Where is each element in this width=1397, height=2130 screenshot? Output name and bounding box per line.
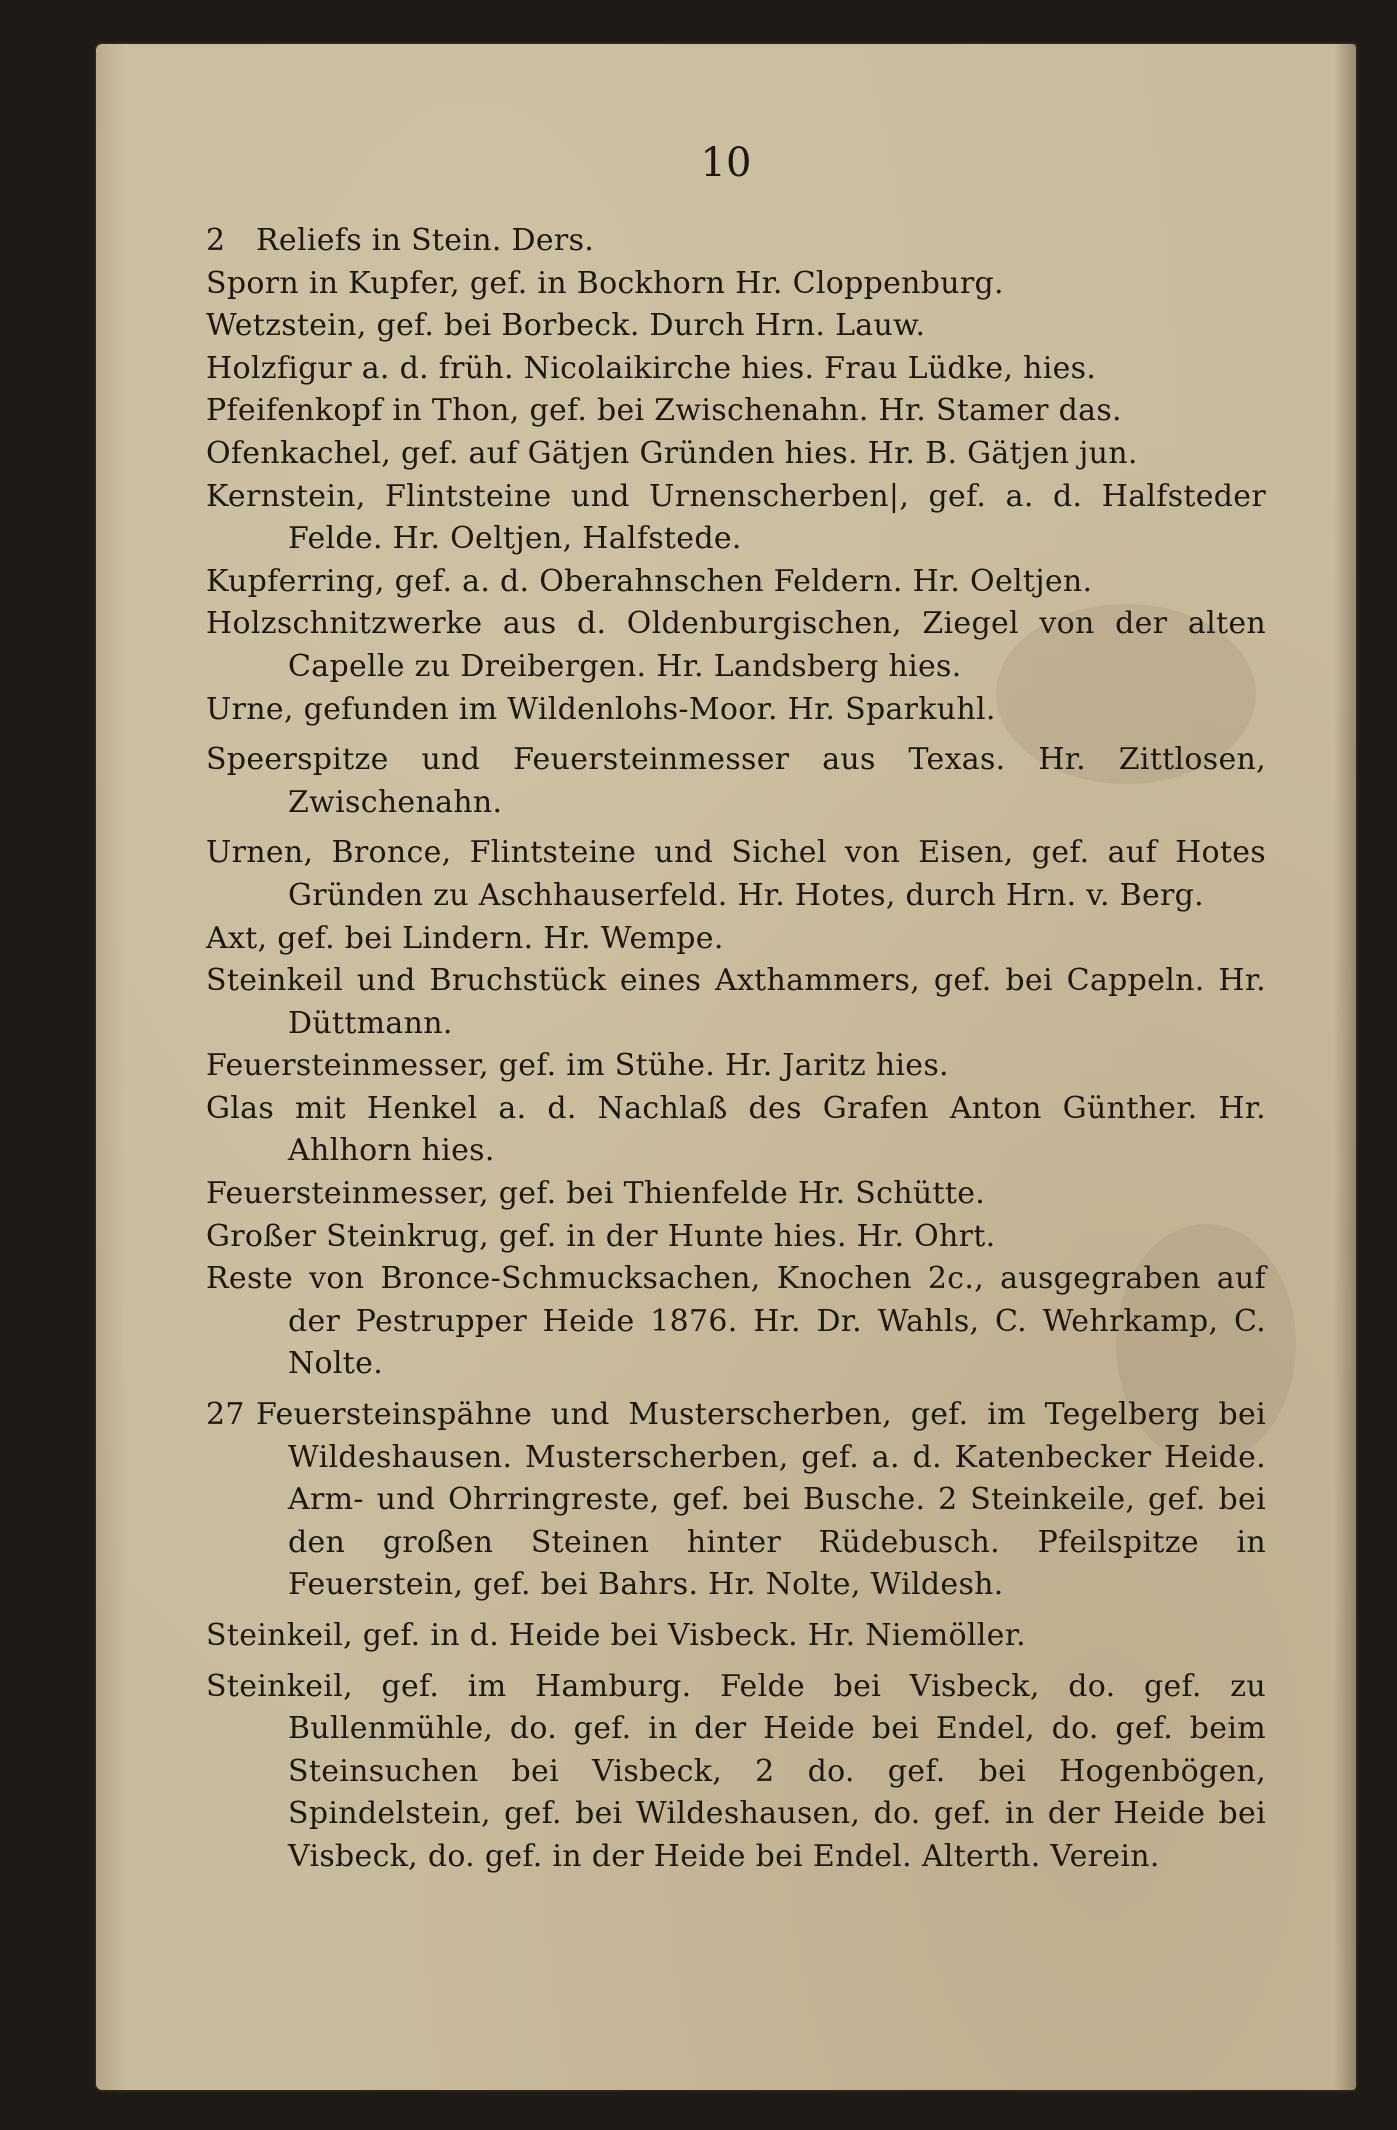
entry-text: Steinkeil, gef. im Hamburg. Felde bei Visbeck, do. gef. zu Bullenmühle, do. gef. in der Heide bei Endel, do. gef. beim Steinsuchen bei Visbeck, 2 do. gef. bei Hogenbögen, Spindelstein, gef. bei Wildeshausen, do. gef. in der Heide bei Visbeck, do. gef. in der Heide bei Endel. Alterth. Verein. [206, 1668, 1266, 1874]
entry-text: Pfeifenkopf in Thon, gef. bei Zwischenahn. Hr. Stamer das. [206, 393, 1122, 429]
entry-text: Holzschnitzwerke aus d. Oldenburgischen, Ziegel von der alten Capelle zu Dreibergen. Hr. Landsberg hies. [206, 606, 1266, 684]
entry-text: Kupferring, gef. a. d. Oberahnschen Feldern. Hr. Oeltjen. [206, 563, 1093, 599]
page-number: 10 [700, 140, 752, 186]
catalog-entry [206, 1615, 1266, 1658]
entry-text: Ofenkachel, gef. auf Gätjen Gründen hies. Hr. B. Gätjen jun. [206, 435, 1138, 471]
entry-text: Speerspitze und Feuersteinmesser aus Texas. Hr. Zittlosen, Zwischenahn. [206, 742, 1266, 820]
book-page [96, 44, 1356, 2090]
catalog-entry [206, 1258, 1266, 1386]
catalog-entry-list [206, 220, 1266, 1879]
catalog-entry [206, 918, 1266, 961]
catalog-entry [206, 263, 1266, 306]
entry-text: Feuersteinspähne und Musterscherben, gef. im Tegelberg bei Wildeshausen. Musterscherben, gef. a. d. Katenbecker Heide. Arm- und Ohrringreste, gef. bei Busche. 2 Steinkeile, gef. bei den großen Steinen hinter Rüdebusch. Pfeilspitze in Feuerstein, gef. bei Bahrs. Hr. Nolte, Wildesh. [256, 1397, 1266, 1603]
catalog-entry [206, 348, 1266, 391]
entry-text: Glas mit Henkel a. d. Nachlaß des Grafen Anton Günther. Hr. Ahlhorn hies. [206, 1090, 1266, 1169]
entry-text: Sporn in Kupfer, gef. in Bockhorn Hr. Cloppenburg. [206, 265, 1004, 301]
entry-text: Reste von Bronce-Schmucksachen, Knochen 2c., ausgegraben auf der Pestrupper Heide 1876. Hr. Dr. Wahls, C. Wehrkamp, C. Nolte. [206, 1261, 1266, 1382]
catalog-entry [206, 603, 1266, 688]
catalog-entry [206, 1216, 1266, 1259]
catalog-entry [206, 1394, 1266, 1607]
catalog-entry [206, 1045, 1266, 1088]
catalog-entry [206, 476, 1266, 561]
entry-text: Holzfigur a. d. früh. Nicolaikirche hies. Frau Lüdke, hies. [206, 350, 1097, 386]
catalog-entry [206, 1088, 1266, 1173]
entry-text: Reliefs in Stein. Ders. [256, 223, 595, 258]
entry-count: 2 [206, 223, 226, 258]
page-fold-shadow [1334, 44, 1356, 2090]
catalog-entry [206, 1173, 1266, 1216]
entry-text: Steinkeil und Bruchstück eines Axthammers, gef. bei Cappeln. Hr. Düttmann. [206, 963, 1266, 1041]
entry-text: Urne, gefunden im Wildenlohs-Moor. Hr. Sparkuhl. [206, 691, 996, 727]
entry-text: Axt, gef. bei Lindern. Hr. Wempe. [206, 920, 724, 956]
entry-text: Steinkeil, gef. in d. Heide bei Visbeck. Hr. Niemöller. [206, 1618, 1026, 1653]
catalog-entry [206, 689, 1266, 732]
catalog-entry [206, 960, 1266, 1045]
catalog-entry [206, 305, 1266, 348]
entry-text: Wetzstein, gef. bei Borbeck. Durch Hrn. Lauw. [206, 308, 926, 344]
entry-text: Feuersteinmesser, gef. im Stühe. Hr. Jaritz hies. [206, 1048, 949, 1084]
catalog-entry [206, 220, 1266, 263]
catalog-entry [206, 832, 1266, 917]
entry-text: Großer Steinkrug, gef. in der Hunte hies. Hr. Ohrt. [206, 1218, 996, 1254]
catalog-entry [206, 390, 1266, 433]
entry-count: 27 [206, 1397, 245, 1433]
catalog-entry [206, 739, 1266, 824]
entry-text: Urnen, Bronce, Flintsteine und Sichel von Eisen, gef. auf Hotes Gründen zu Aschhauserfeld. Hr. Hotes, durch Hrn. v. Berg. [206, 835, 1266, 913]
entry-text: Kernstein, Flintsteine und Urnenscherben|, gef. a. d. Halfsteder Felde. Hr. Oeltjen, Halfstede. [206, 478, 1266, 557]
catalog-entry [206, 1666, 1266, 1879]
catalog-entry [206, 561, 1266, 604]
catalog-entry [206, 433, 1266, 476]
entry-text: Feuersteinmesser, gef. bei Thienfelde Hr. Schütte. [206, 1176, 986, 1212]
